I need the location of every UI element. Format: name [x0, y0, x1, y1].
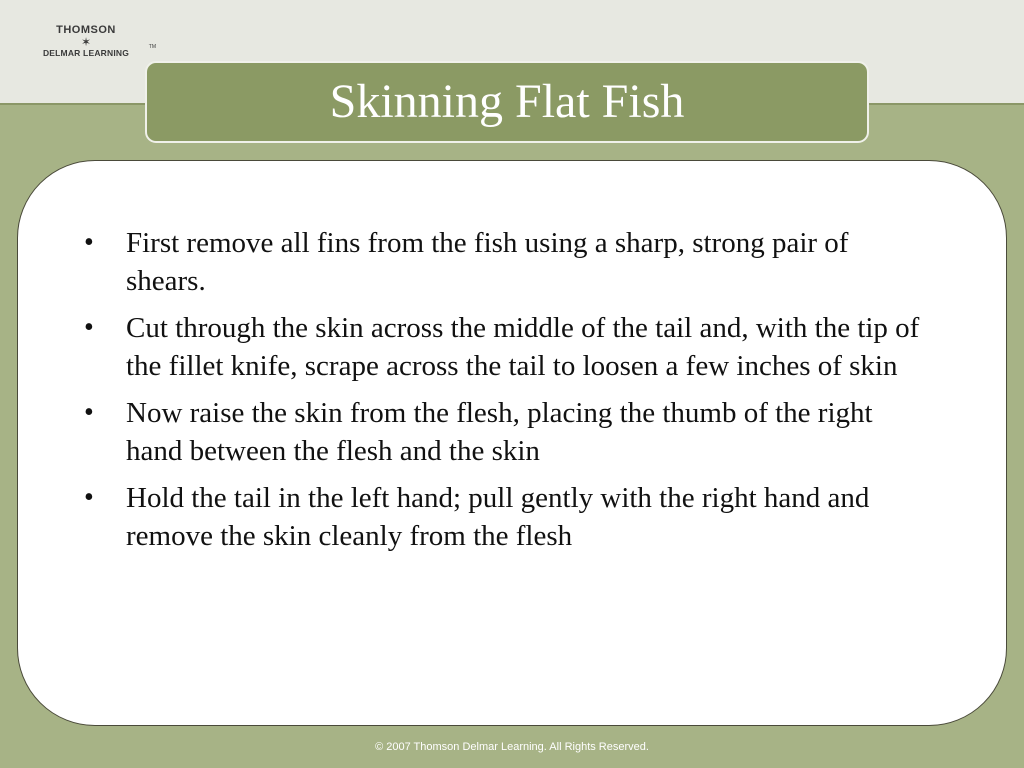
bullet-item: [83, 309, 933, 385]
bullet-marker: •: [84, 482, 94, 513]
bullet-text: Cut through the skin across the middle of the tail and, with the tip of the fillet knife, scrape across the tail to loosen a few inches of skin: [126, 312, 920, 382]
bullet-marker: •: [84, 312, 94, 343]
bullet-text: First remove all fins from the fish using a sharp, strong pair of shears.: [126, 227, 849, 297]
logo-brand-top: THOMSON: [56, 24, 116, 36]
bullet-text: Now raise the skin from the flesh, placing the thumb of the right hand between the flesh and the skin: [126, 397, 873, 467]
slide-title: Skinning Flat Fish: [329, 75, 685, 128]
bullet-text: Hold the tail in the left hand; pull gently with the right hand and remove the skin cleanly from the flesh: [126, 482, 870, 552]
publisher-logo: [22, 24, 156, 64]
title-banner: [145, 61, 869, 143]
bullet-item: [83, 479, 933, 555]
logo-brand-bottom: DELMAR LEARNING: [42, 48, 130, 58]
logo-trademark: TM: [148, 44, 156, 50]
bullet-marker: •: [84, 227, 94, 258]
logo-star-icon: ✶: [80, 35, 92, 49]
bullet-item: [83, 224, 933, 300]
copyright-footer: © 2007 Thomson Delmar Learning. All Rights Reserved.: [375, 741, 649, 753]
bullet-list: [83, 224, 933, 564]
bullet-item: [83, 394, 933, 470]
bullet-marker: •: [84, 397, 94, 428]
